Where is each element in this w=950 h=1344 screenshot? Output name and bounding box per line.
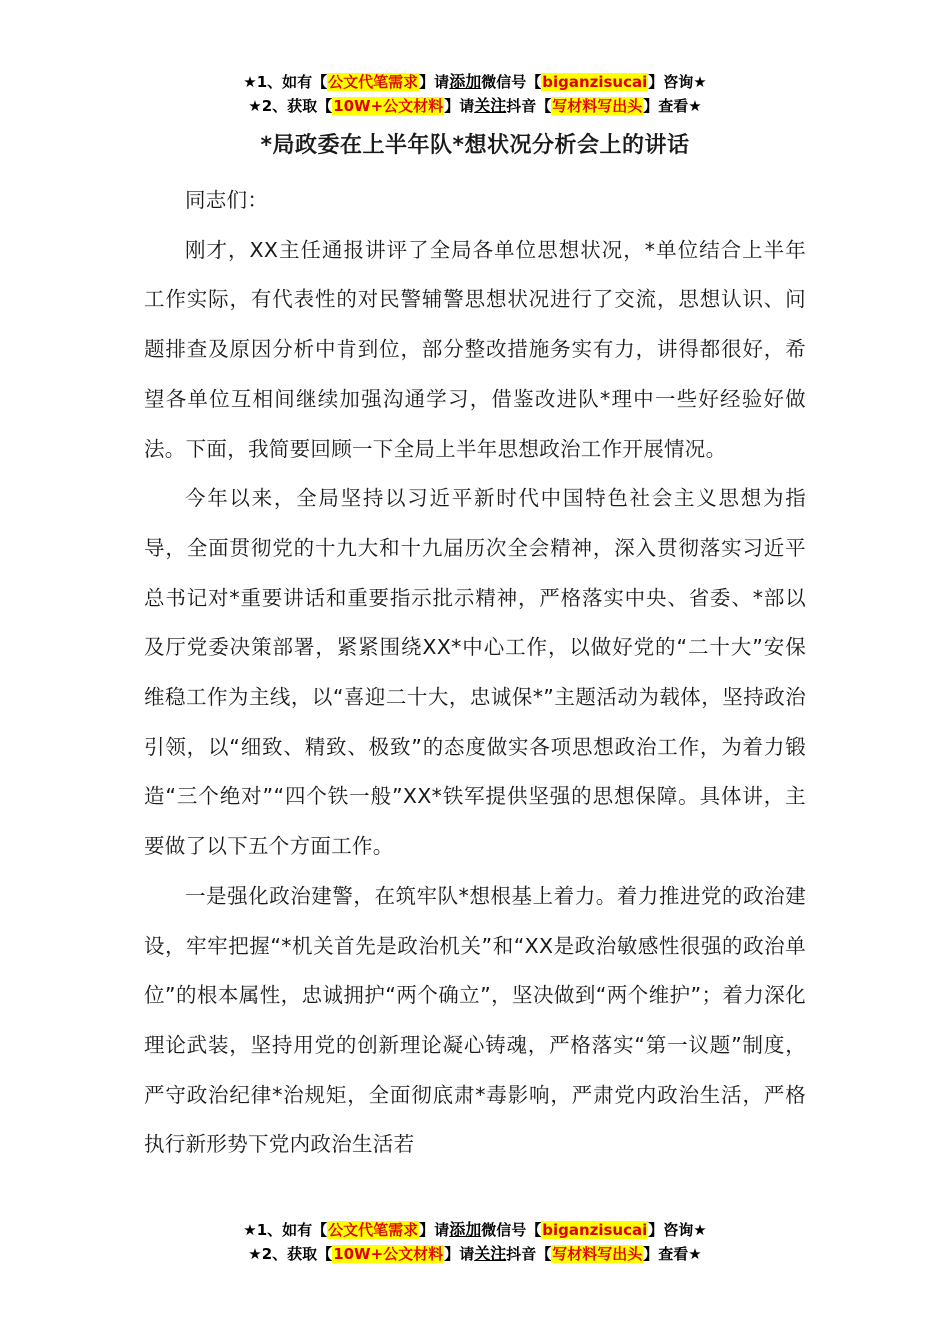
footer-promo-banner xyxy=(0,1218,950,1266)
promo-text: 抖音【 xyxy=(506,1245,552,1263)
promo-highlight: 公文代笔需求 xyxy=(328,73,419,91)
promo-text: 】查看★ xyxy=(643,1245,702,1263)
promo-highlight: 10W+公文材料 xyxy=(333,1245,444,1263)
salutation: 同志们： xyxy=(185,188,269,212)
document-body xyxy=(144,176,806,1170)
promo-text: ★1、如有【 xyxy=(243,73,328,91)
body-paragraph: 刚才，XX主任通报讲评了全局各单位思想状况，*单位结合上半年工作实际，有代表性的对民警辅警思想状况进行了交流，思想认识、问题排查及原因分析中肯到位，部分整改措施务实有力，讲得都很好，希望各单位互相间继续加强沟通学习，借鉴改进队*理中一些好经验好做法。下面，我简要回顾一下全局上半年思想政治工作开展情况。 xyxy=(144,237,806,461)
promo-text: ★1、如有【 xyxy=(243,1221,328,1239)
promo-emphasis: 关注 xyxy=(474,96,507,115)
promo-text: 抖音【 xyxy=(506,97,552,115)
promo-highlight: 写材料写出头 xyxy=(552,1245,643,1263)
promo-text: 】请 xyxy=(419,1221,450,1239)
body-paragraph: 今年以来，全局坚持以习近平新时代中国特色社会主义思想为指导，全面贯彻党的十九大和十九届历次全会精神，深入贯彻落实习近平总书记对*重要讲话和重要指示批示精神，严格落实中央、省委、*部以及厅党委决策部署，紧紧围绕XX*中心工作，以做好党的“二十大”安保维稳工作为主线，以“喜迎二十大，忠诚保*”主题活动为载体，坚持政治引领，以“细致、精致、极致”的态度做实各项思想政治工作，为着力锻造“三个绝对”“四个铁一般”XX*铁军提供坚强的思想保障。具体讲，主要做了以下五个方面工作。 xyxy=(144,486,806,859)
promo-emphasis: 关注 xyxy=(474,1244,507,1263)
promo-emphasis: 添加 xyxy=(449,1220,482,1239)
promo-highlight: biganzisucai xyxy=(542,73,648,91)
promo-highlight: 10W+公文材料 xyxy=(333,97,444,115)
promo-emphasis: 添加 xyxy=(449,72,482,91)
document-title: *局政委在上半年队*想状况分析会上的讲话 xyxy=(260,133,690,158)
header-promo-banner xyxy=(0,70,950,118)
promo-text: 】请 xyxy=(444,1245,475,1263)
promo-text: 】请 xyxy=(419,73,450,91)
promo-line-1 xyxy=(0,1218,950,1242)
promo-text: 】咨询★ xyxy=(648,1221,707,1239)
promo-text: 微信号【 xyxy=(481,1221,542,1239)
promo-line-2 xyxy=(0,94,950,118)
promo-text: 】请 xyxy=(444,97,475,115)
promo-highlight: 写材料写出头 xyxy=(552,97,643,115)
promo-text: 微信号【 xyxy=(481,73,542,91)
body-paragraph: 一是强化政治建警，在筑牢队*想根基上着力。着力推进党的政治建设，牢牢把握“*机关首先是政治机关”和“XX是政治敏感性很强的政治单位”的根本属性，忠诚拥护“两个确立”，坚决做到“两个维护”；着力深化理论武装，坚持用党的创新理论凝心铸魂，严格落实“第一议题”制度，严守政治纪律*治规矩，全面彻底肃*毒影响，严肃党内政治生活，严格执行新形势下党内政治生活若 xyxy=(144,883,806,1157)
promo-highlight: 公文代笔需求 xyxy=(328,1221,419,1239)
promo-highlight: biganzisucai xyxy=(542,1221,648,1239)
promo-line-2 xyxy=(0,1242,950,1266)
promo-text: 】咨询★ xyxy=(648,73,707,91)
promo-text: 】查看★ xyxy=(643,97,702,115)
promo-line-1 xyxy=(0,70,950,94)
promo-text: ★2、获取【 xyxy=(248,1245,333,1263)
promo-text: ★2、获取【 xyxy=(248,97,333,115)
